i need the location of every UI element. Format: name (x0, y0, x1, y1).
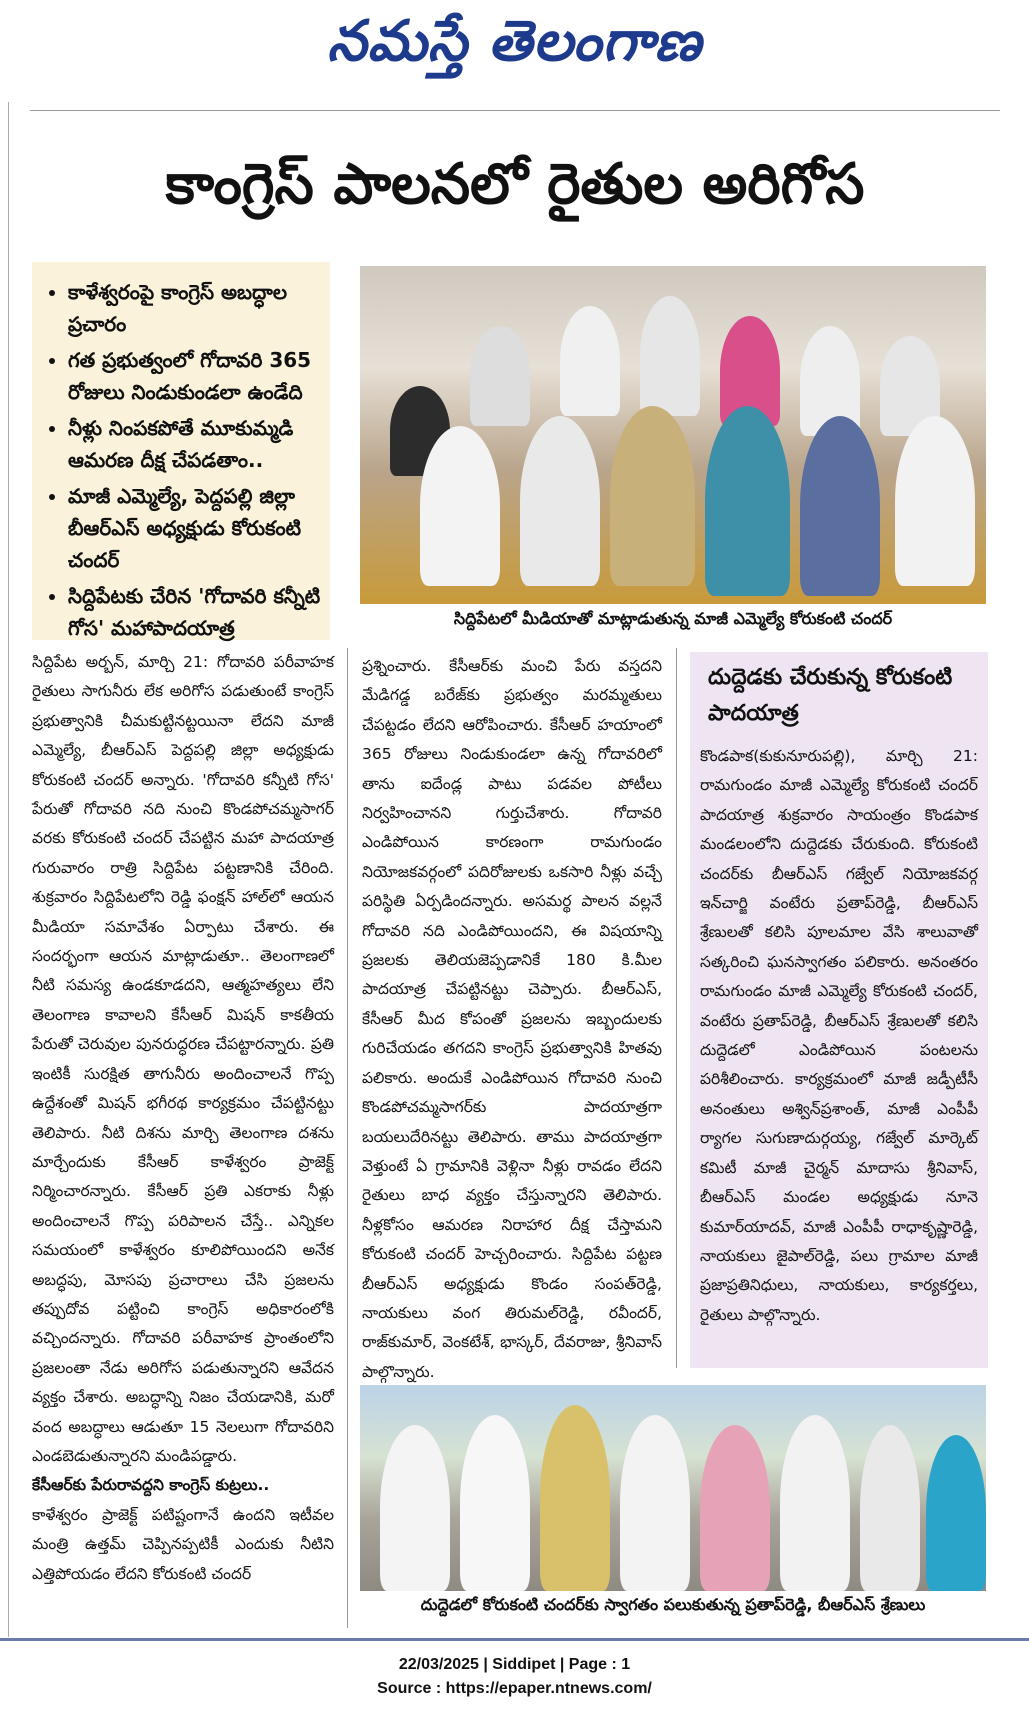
highlights-box (32, 262, 330, 640)
highlight-item: • నీళ్లు నింపకపోతే మూకుమ్మడి ఆమరణ దీక్ష చేపడతాం.. (68, 412, 322, 476)
headline: కాంగ్రెస్ పాలనలో రైతుల అరిగోస (165, 152, 865, 217)
article-body: ప్రశ్నించారు. కేసీఆర్‌కు మంచి పేరు వస్తదని మేడిగడ్డ బరేజ్‌కు ప్రభుత్వం మరమ్మతులు చేపట్టడం లేదని ఆరోపించారు. కేసీఆర్ హయాంలో 365 రోజులు నిండుకుండలా ఉన్న గోదావరిలో తాను ఐదేండ్ల పాటు పడవల పోటీలు నిర్వహించానని గుర్తుచేశారు. గోదావరి ఎండిపోయిన కారణంగా రామగుండం నియోజకవర్గంలో పదిరోజులకు ఒకసారి నీళ్లు వచ్చే పరిస్థితి ఏర్పడిందన్నారు. అసమర్థ పాలన వల్లనే గోదావరి నది ఎండిపోయిందని, ఈ విషయాన్ని ప్రజలకు తెలియజెప్పడానికే 180 కి.మీల పాదయాత్ర చేపట్టినట్టు చెప్పారు. బీఆర్ఎస్, కేసీఆర్ మీద కోపంతో ప్రజలను ఇబ్బందులకు గురిచేయడం తగదని కాంగ్రెస్ ప్రభుత్వానికి హితవు పలికారు. అందుకే ఎండిపోయిన గోదావరి నుంచి కొండపోచమ్మసాగర్‌కు పాదయాత్రగా బయలుదేరినట్టు తెలిపారు. తాము పాదయాత్రగా వెళ్తుంటే ఏ గ్రామానికి వెళ్లినా నీళ్లు రావడం లేదని రైతులు బాధ వ్యక్తం చేస్తున్నారని తెలిపారు. నీళ్లకోసం ఆమరణ నిరాహార దీక్ష చేస్తామని కోరుకంటి చందర్ హెచ్చరించారు. సిద్దిపేట పట్టణ బీఆర్ఎస్ అధ్యక్షుడు కొండం సంపత్‌రెడ్డి, నాయకులు వంగ తిరుమల్‌రెడ్డి, రవీందర్, రాజ్‌కుమార్, వెంకటేశ్, భాస్కర్, దేవరాజు, శ్రీనివాస్ పాల్గొన్నారు. (362, 657, 662, 1381)
footer-dateline: 22/03/2025 | Siddipet | Page : 1 (398, 1656, 631, 1673)
highlight-item: • మాజీ ఎమ్మెల్యే, పెద్దపల్లి జిల్లా బీఆర్ఎస్ అధ్యక్షుడు కోరుకంటి చందర్ (68, 480, 322, 576)
side-story-title: దుద్దెడకు చేరుకున్న కోరుకంటి పాదయాత్ర (708, 665, 953, 726)
article-column-2 (362, 652, 662, 1387)
highlight-item: • కాళేశ్వరంపై కాంగ్రెస్ అబద్ధాల ప్రచారం (68, 276, 322, 340)
press-meet-photo (360, 266, 986, 604)
column-divider (676, 648, 677, 1368)
page-left-border (8, 102, 9, 1637)
article-column-1 (32, 648, 334, 1589)
highlight-item: • సిద్దిపేటకు చేరిన 'గోదావరి కన్నీటి గోస' మహాపాదయాత్ర (68, 580, 322, 644)
masthead-divider (30, 110, 1000, 111)
padayatra-photo (360, 1385, 986, 1591)
photo-caption: సిద్దిపేటలో మీడియాతో మాట్లాడుతున్న మాజీ ఎమ్మెల్యే కోరుకంటి చందర్ (453, 609, 893, 628)
article-body: సిద్దిపేట అర్బన్, మార్చి 21: గోదావరి పరీవాహక రైతులు సాగునీరు లేక అరిగోస పడుతుంటే కాంగ్రెస్ ప్రభుత్వానికి చీమకుట్టినట్టయినా లేదని మాజీ ఎమ్మెల్యే, బీఆర్ఎస్ పెద్దపల్లి జిల్లా అధ్యక్షుడు కోరుకంటి చందర్ అన్నారు. 'గోదావరి కన్నీటి గోస' పేరుతో గోదావరి నది నుంచి కొండపోచమ్మసాగర్ వరకు కోరుకంటి చందర్ చేపట్టిన మహా పాదయాత్ర గురువారం రాత్రి సిద్దిపేట పట్టణానికి చేరింది. శుక్రవారం సిద్దిపేటలోని రెడ్డి ఫంక్షన్ హాల్‌లో ఆయన మీడియా సమావేశం ఏర్పాటు చేశారు. ఈ సందర్భంగా ఆయన మాట్లాడుతూ.. తెలంగాణలో నీటి సమస్య ఉండకూడదని, ఆత్మహత్యలు లేని తెలంగాణ కావాలని కేసీఆర్ మిషన్ కాకతీయ పేరుతో చెరువుల పునరుద్ధరణ చేపట్టారన్నారు. ప్రతి ఇంటికీ సురక్షిత తాగునీరు అందించాలనే గొప్ప ఉద్దేశంతో మిషన్ భగీరథ కార్యక్రమం చేపట్టినట్టు తెలిపారు. నీటి దిశను మార్చి తెలంగాణ దశను మార్చేందుకు కేసీఆర్ కాళేశ్వరం ప్రాజెక్ట్ నిర్మించారన్నారు. కేసీఆర్ ప్రతి ఎకరాకు నీళ్లు అందించాలనే గొప్ప పరిపాలన చేస్తే.. ఎన్నికల సమయంలో కాళేశ్వరం కూలిపోయిందని అనేక అబద్ధపు, మోసపు ప్రచారాలు చేసి ప్రజలను తప్పుదోవ పట్టించి కాంగ్రెస్ అధికారంలోకి వచ్చిందన్నారు. గోదావరి పరీవాహక ప్రాంతంలోని ప్రజలంతా నేడు అరిగోస పడుతున్నారని ఆవేదన వ్యక్తం చేశారు. అబద్ధాన్ని నిజం చేయడానికి, మరో వంద అబద్ధాలు ఆడుతూ 15 నెలలుగా గోదావరిని ఎండబెడుతున్నారని మండిపడ్డారు. (32, 653, 334, 1465)
footer-source: Source : https://epaper.ntnews.com/ (377, 1680, 652, 1697)
footer-divider (0, 1638, 1029, 1641)
photo-caption: దుద్దెడలో కోరుకంటి చందర్‌కు స్వాగతం పలుకుతున్న ప్రతాప్‌రెడ్డి, బీఆర్ఎస్ శ్రేణులు (420, 1595, 926, 1614)
side-story-box (690, 652, 988, 1368)
highlight-item: • గత ప్రభుత్వంలో గోదావరి 365 రోజులు నిండుకుండలా ఉండేది (68, 344, 322, 408)
masthead (0, 0, 1029, 92)
column-divider (347, 648, 348, 1628)
side-story-body: కొండపాక(కుకునూరుపల్లి), మార్చి 21: రామగుండం మాజీ ఎమ్మెల్యే కోరుకంటి చందర్ పాదయాత్ర శుక్రవారం సాయంత్రం కొండపాక మండలంలోని దుద్దెడకు చేరుకుంది. కోరుకంటి చందర్‌కు బీఆర్ఎస్ గజ్వేల్ నియోజకవర్గ ఇన్‌చార్జి వంటేరు ప్రతాప్‌రెడ్డి, బీఆర్ఎస్ శ్రేణులతో కలిసి పూలమాల వేసి శాలువాతో సత్కరించి ఘనస్వాగతం పలికారు. అనంతరం రామగుండం మాజీ ఎమ్మెల్యే కోరుకంటి చందర్, వంటేరు ప్రతాప్‌రెడ్డి, బీఆర్ఎస్ శ్రేణులతో కలిసి దుద్దెడలో ఎండిపోయిన పంటలను పరిశీలించారు. కార్యక్రమంలో మాజీ జడ్పీటీసీ అనంతులు అశ్విన్‌ప్రశాంత్, మాజీ ఎంపీపీ ర్యాగల సుగుణాదుర్గయ్య, గజ్వేల్ మార్కెట్ కమిటీ మాజీ చైర్మన్ మాదాసు శ్రీనివాస్, బీఆర్ఎస్ మండల అధ్యక్షుడు నూనె కుమార్‌యాదవ్, మాజీ ఎంపీపీ రాధాకృష్ణారెడ్డి, నాయకులు జైపాల్‌రెడ్డి, పలు గ్రామాల మాజీ ప్రజాప్రతినిధులు, నాయకులు, కార్యకర్తలు, రైతులు పాల్గొన్నారు. (700, 747, 978, 1324)
article-subheading: కేసీఆర్‌కు పేరురావద్దని కాంగ్రెస్ కుట్రలు.. (32, 1476, 270, 1495)
article-body: కాళేశ్వరం ప్రాజెక్ట్ పటిష్టంగానే ఉందని ఇటీవల మంత్రి ఉత్తమ్ చెప్పినప్పటికీ ఎందుకు నీటిని ఎత్తిపోయడం లేదని కోరుకంటి చందర్ (32, 1505, 334, 1583)
newspaper-logo: నమస్తే తెలంగాణ (327, 8, 702, 74)
